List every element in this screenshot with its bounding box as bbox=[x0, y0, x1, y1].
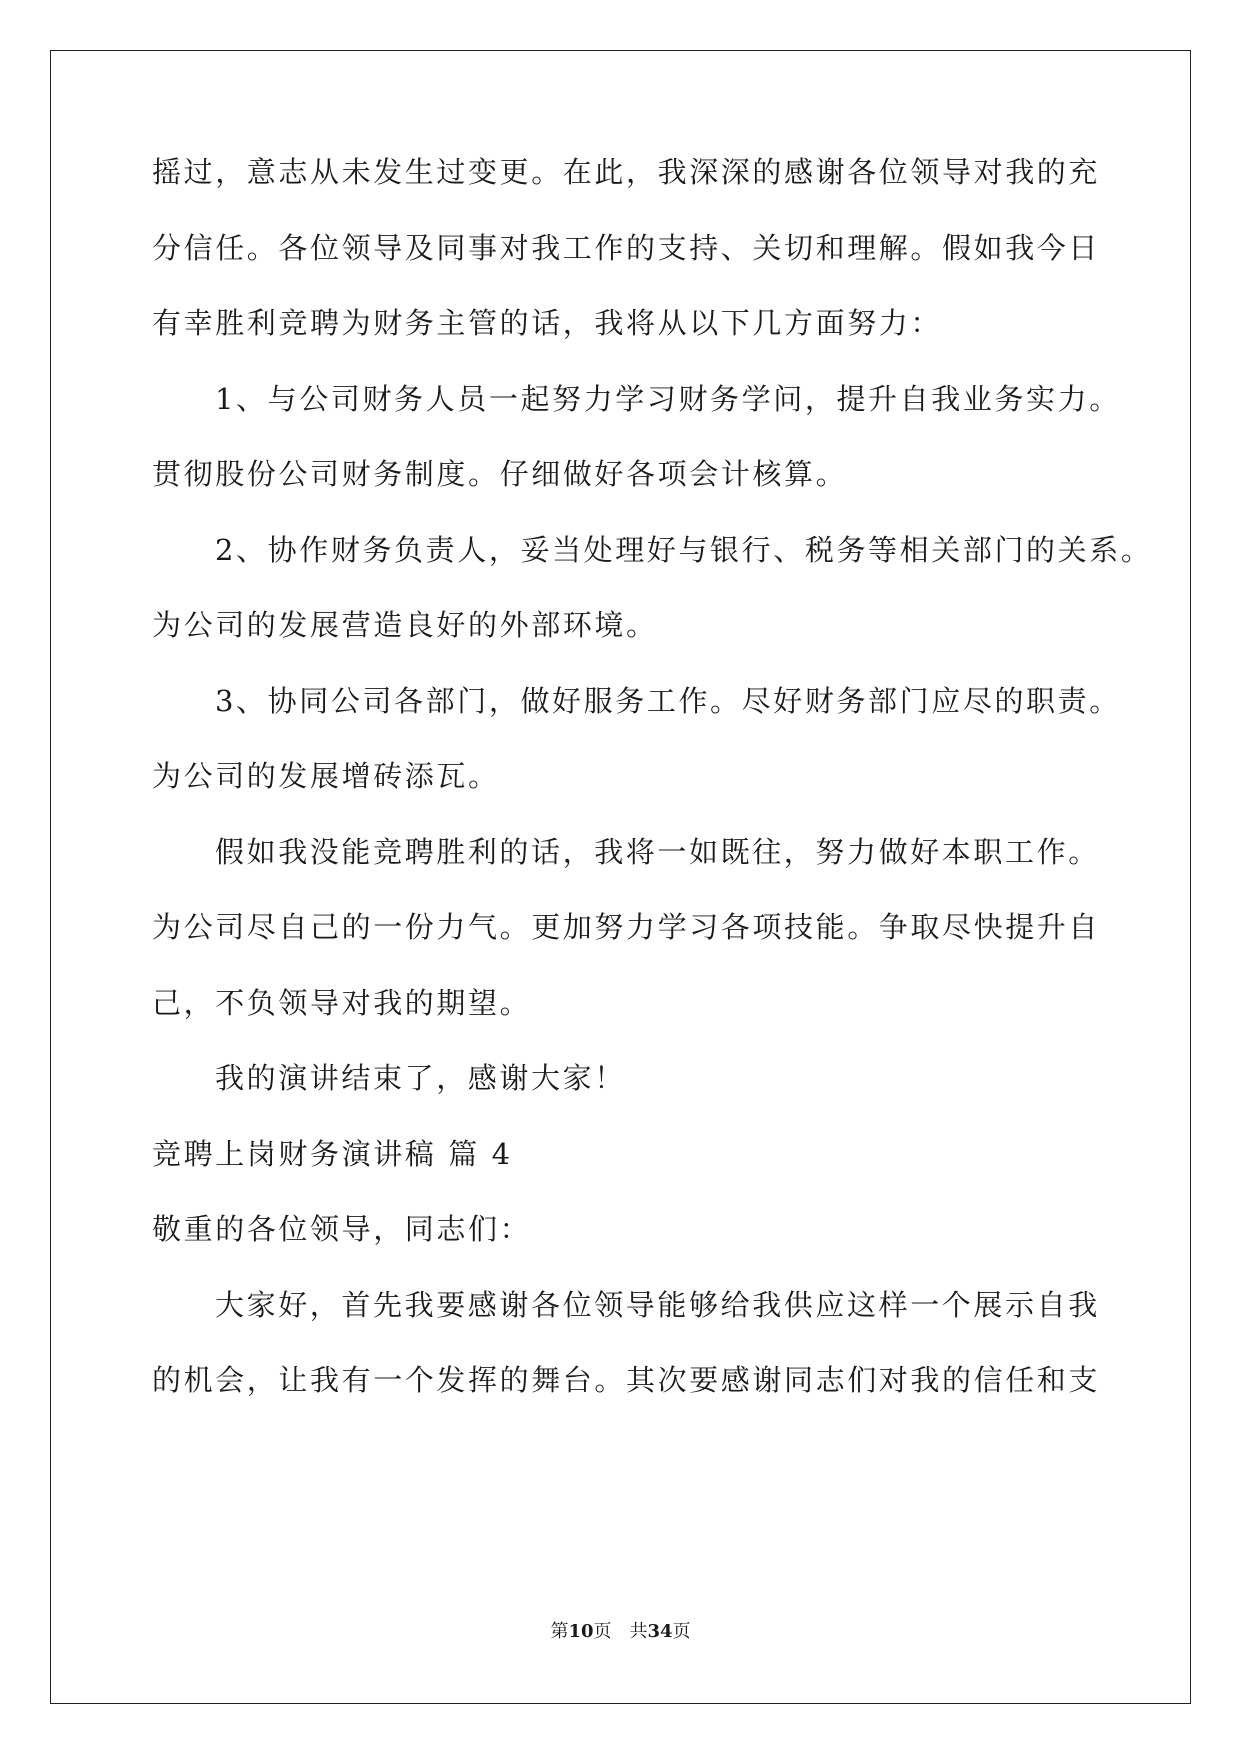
body-line: 的机会，让我有一个发挥的舞台。其次要感谢同志们对我的信任和支 bbox=[152, 1363, 1101, 1397]
section-heading: 竞聘上岗财务演讲稿 篇 4 bbox=[152, 1137, 513, 1171]
body-line: 贯彻股份公司财务制度。仔细做好各项会计核算。 bbox=[152, 457, 848, 491]
body-line: 大家好，首先我要感谢各位领导能够给我供应这样一个展示自我 bbox=[215, 1288, 1100, 1322]
salutation: 敬重的各位领导，同志们： bbox=[152, 1212, 532, 1246]
body-line: 为公司尽自己的一份力气。更加努力学习各项技能。争取尽快提升自 bbox=[152, 910, 1101, 944]
body-line: 己，不负领导对我的期望。 bbox=[152, 986, 532, 1020]
body-line: 我的演讲结束了，感谢大家！ bbox=[215, 1061, 626, 1095]
page-label-suffix: 页 bbox=[672, 1621, 691, 1642]
body-line: 有幸胜利竞聘为财务主管的话，我将从以下几方面努力： bbox=[152, 306, 943, 340]
page-label-mid: 页 共 bbox=[593, 1621, 648, 1642]
current-page-number: 10 bbox=[568, 1621, 594, 1642]
body-line: 分信任。各位领导及同事对我工作的支持、关切和理解。假如我今日 bbox=[152, 231, 1101, 265]
body-line: 3、协同公司各部门，做好服务工作。尽好财务部门应尽的职责。 bbox=[215, 684, 1121, 718]
page-label-prefix: 第 bbox=[550, 1621, 569, 1642]
body-line: 假如我没能竞聘胜利的话，我将一如既往，努力做好本职工作。 bbox=[215, 835, 1100, 869]
body-line: 1、与公司财务人员一起努力学习财务学问，提升自我业务实力。 bbox=[215, 382, 1121, 416]
body-line: 2、协作财务负责人，妥当处理好与银行、税务等相关部门的关系。 bbox=[215, 533, 1153, 567]
page-number-footer bbox=[0, 1620, 1241, 1644]
page-border bbox=[50, 50, 1191, 1704]
body-line: 摇过，意志从未发生过变更。在此，我深深的感谢各位领导对我的充 bbox=[152, 155, 1101, 189]
body-line: 为公司的发展增砖添瓦。 bbox=[152, 759, 500, 793]
total-pages-number: 34 bbox=[647, 1621, 673, 1642]
body-line: 为公司的发展营造良好的外部环境。 bbox=[152, 608, 658, 642]
